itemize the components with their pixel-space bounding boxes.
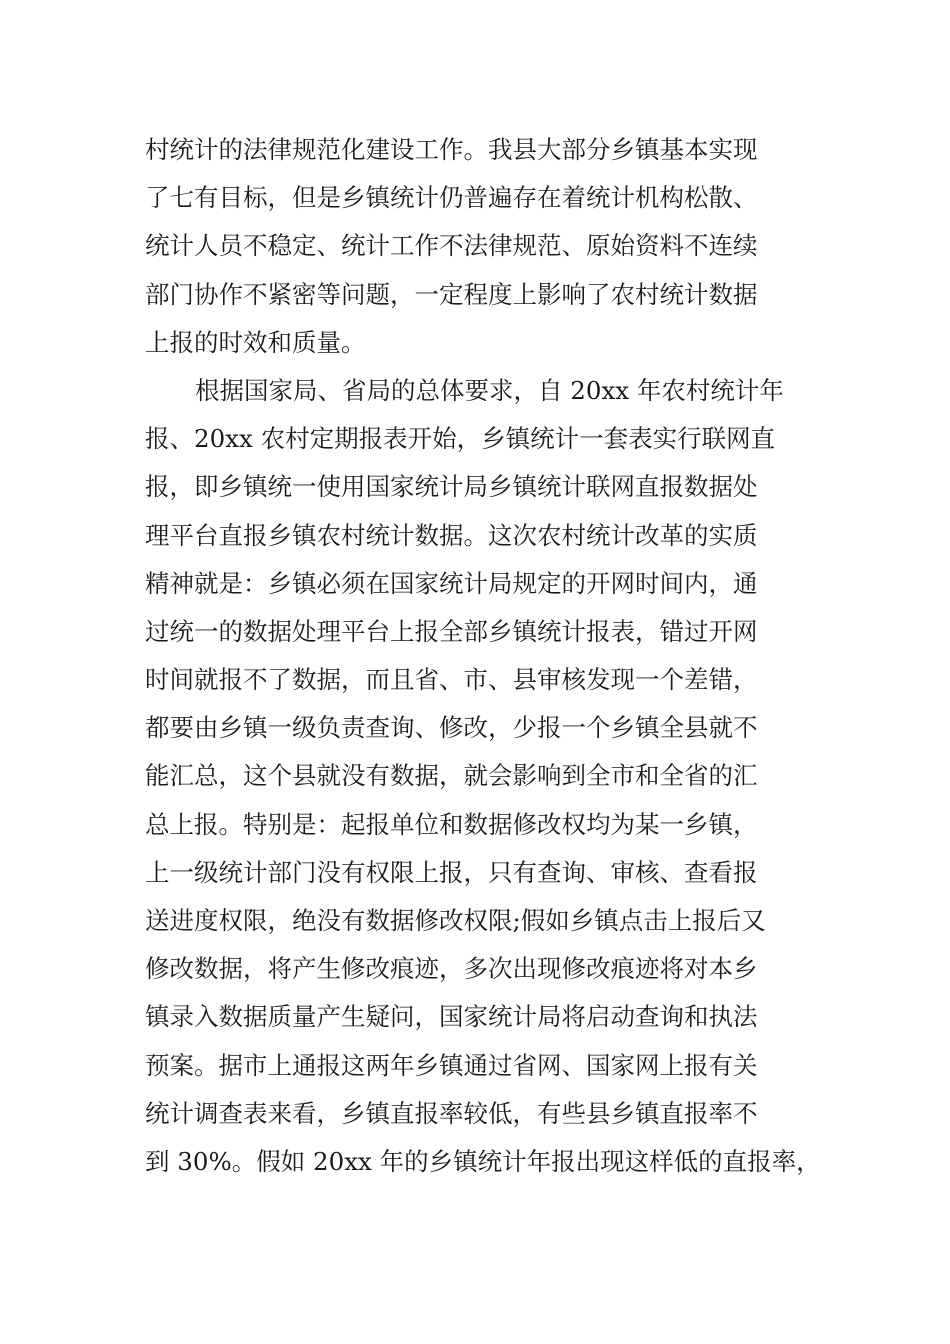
text-line-9: 理平台直报乡镇农村统计数据。这次农村统计改革的实质 (145, 520, 758, 550)
text-line-16: 上一级统计部门没有权限上报，只有查询、审核、查看报 (145, 857, 758, 887)
text-line-21: 统计调查表来看，乡镇直报率较低，有些县乡镇直报率不 (145, 1098, 758, 1128)
text-line-22: 到 30%。假如 20xx 年的乡镇统计年报出现这样低的直报率， (145, 1146, 821, 1176)
text-line-17: 送进度权限，绝没有数据修改权限;假如乡镇点击上报后又 (145, 906, 766, 935)
text-line-8: 报，即乡镇统一使用国家统计局乡镇统计联网直报数据处 (145, 472, 758, 502)
text-line-18: 修改数据，将产生修改痕迹，多次出现修改痕迹将对本乡 (145, 954, 758, 984)
text-line-20: 预案。据市上通报这两年乡镇通过省网、国家网上报有关 (145, 1050, 758, 1080)
text-line-2: 了七有目标，但是乡镇统计仍普遍存在着统计机构松散、 (145, 183, 758, 213)
text-line-6: 根据国家局、省局的总体要求，自 20xx 年农村统计年 (195, 375, 784, 405)
text-line-14: 能汇总，这个县就没有数据，就会影响到全市和全省的汇 (145, 761, 758, 791)
text-line-10: 精神就是：乡镇必须在国家统计局规定的开网时间内，通 (145, 568, 758, 598)
body-text (145, 126, 825, 1186)
text-line-4: 部门协作不紧密等问题，一定程度上影响了农村统计数据 (145, 279, 758, 309)
text-line-3: 统计人员不稳定、统计工作不法律规范、原始资料不连续 (145, 231, 758, 261)
text-line-11: 过统一的数据处理平台上报全部乡镇统计报表，错过开网 (145, 616, 758, 646)
text-line-15: 总上报。特别是：起报单位和数据修改权均为某一乡镇， (145, 809, 758, 839)
text-line-12: 时间就报不了数据，而且省、市、县审核发现一个差错， (145, 665, 758, 695)
text-line-5: 上报的时效和质量。 (145, 327, 366, 357)
text-line-7: 报、20xx 农村定期报表开始，乡镇统计一套表实行联网直 (145, 424, 776, 454)
text-line-19: 镇录入数据质量产生疑问，国家统计局将启动查询和执法 (145, 1002, 758, 1032)
text-line-1: 村统计的法律规范化建设工作。我县大部分乡镇基本实现 (145, 135, 758, 164)
text-line-13: 都要由乡镇一级负责查询、修改，少报一个乡镇全县就不 (145, 713, 758, 743)
